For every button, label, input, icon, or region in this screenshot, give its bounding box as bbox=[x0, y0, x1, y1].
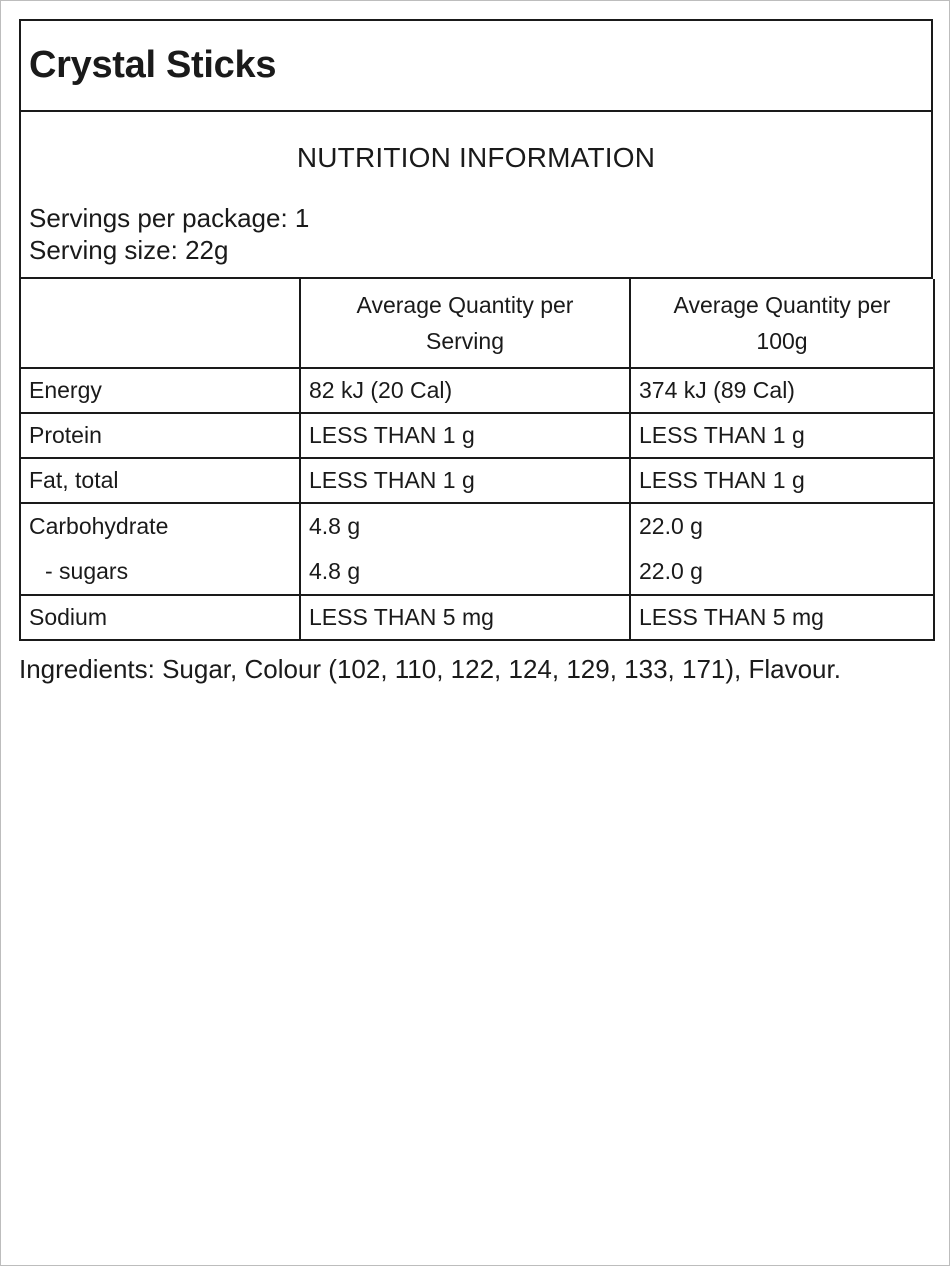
table-row-carbohydrate bbox=[20, 503, 934, 595]
table-row-sodium bbox=[20, 595, 934, 640]
per-serving-value: LESS THAN 1 g bbox=[300, 458, 630, 503]
table-row-fat bbox=[20, 458, 934, 503]
nutrient-name: Sodium bbox=[20, 595, 300, 640]
nutrient-name-cell bbox=[20, 503, 300, 595]
per-serving-value: 4.8 g bbox=[309, 513, 361, 539]
per-100g-value: LESS THAN 5 mg bbox=[630, 595, 934, 640]
serving-details bbox=[29, 202, 309, 266]
nutrition-table bbox=[19, 279, 935, 641]
nutrition-info-box bbox=[19, 112, 933, 279]
nutrient-name: Fat, total bbox=[20, 458, 300, 503]
nutrient-name: Protein bbox=[20, 413, 300, 458]
nutrient-name: Carbohydrate bbox=[29, 513, 169, 539]
header-per-100g: Average Quantity per 100g bbox=[630, 279, 934, 368]
table-row-protein bbox=[20, 413, 934, 458]
per-serving-value: LESS THAN 1 g bbox=[300, 413, 630, 458]
sub-nutrient-name: - sugars bbox=[45, 558, 129, 584]
per-serving-value: 82 kJ (20 Cal) bbox=[300, 368, 630, 413]
per-serving-value: LESS THAN 5 mg bbox=[300, 595, 630, 640]
table-header-row bbox=[20, 279, 934, 368]
header-nutrient bbox=[20, 279, 300, 368]
per-100g-value: 374 kJ (89 Cal) bbox=[630, 368, 934, 413]
nutrient-name: Energy bbox=[20, 368, 300, 413]
per-100g-cell bbox=[630, 503, 934, 595]
per-100g-value: LESS THAN 1 g bbox=[630, 458, 934, 503]
servings-per-package: Servings per package: 1 bbox=[29, 203, 310, 233]
nutrition-heading: NUTRITION INFORMATION bbox=[296, 142, 656, 173]
header-per-serving: Average Quantity per Serving bbox=[300, 279, 630, 368]
ingredients-text: Ingredients: Sugar, Colour (102, 110, 122, 124, 129, 133, 171), Flavour. bbox=[19, 654, 841, 684]
serving-size: Serving size: 22g bbox=[29, 235, 229, 265]
sub-per-100g-value: 22.0 g bbox=[639, 558, 703, 584]
per-100g-value: 22.0 g bbox=[639, 513, 703, 539]
product-title-box bbox=[19, 19, 933, 112]
sub-per-serving-value: 4.8 g bbox=[309, 558, 361, 584]
product-title: Crystal Sticks bbox=[29, 44, 277, 86]
per-serving-cell bbox=[300, 503, 630, 595]
table-row-energy bbox=[20, 368, 934, 413]
per-100g-value: LESS THAN 1 g bbox=[630, 413, 934, 458]
nutrition-panel bbox=[19, 19, 933, 685]
